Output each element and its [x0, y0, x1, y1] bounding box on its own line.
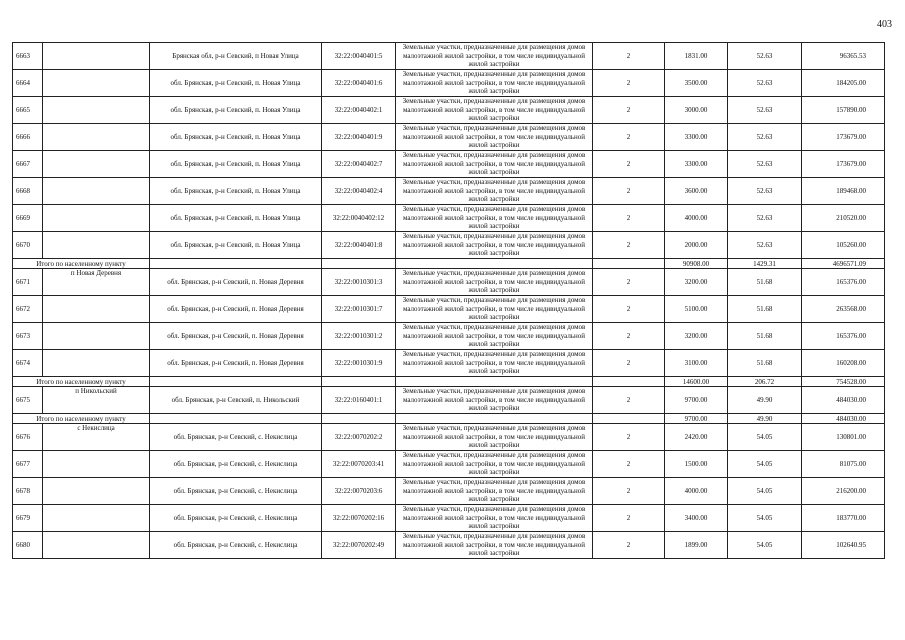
table-row: [13, 323, 885, 350]
area-cell: 3400.00: [665, 505, 728, 532]
group-code: 2: [593, 151, 665, 178]
land-use-cell: Земельные участки, предназначенные для размещения домов малоэтажной жилой застройки, в том числе индивидуальной жилой застройки: [396, 505, 593, 532]
locality-name: с Некислица: [43, 424, 150, 451]
empty-cell: [593, 259, 665, 269]
locality-name: [43, 451, 150, 478]
address-cell: обл. Брянская, р-н Севский, с. Некислица: [150, 532, 322, 559]
group-code: 2: [593, 350, 665, 377]
table-row: [13, 97, 885, 124]
table-row: [13, 424, 885, 451]
table-row: [13, 178, 885, 205]
cadastral-number: 32:22:0040402:1: [322, 97, 396, 124]
rate-cell: 51.68: [728, 269, 802, 296]
locality-name: [43, 151, 150, 178]
area-cell: 1500.00: [665, 451, 728, 478]
rate-cell: 54.05: [728, 478, 802, 505]
cadastral-number: 32:22:0070202:16: [322, 505, 396, 532]
cadastral-value: 173679.00: [802, 151, 885, 178]
subtotal-value: 754528.00: [802, 377, 885, 387]
rate-cell: 52.63: [728, 97, 802, 124]
row-number: 6668: [13, 178, 43, 205]
rate-cell: 49.90: [728, 387, 802, 414]
area-cell: 2000.00: [665, 232, 728, 259]
address-cell: обл. Брянская, р-н Севский, п. Новая Деревня: [150, 323, 322, 350]
address-cell: обл. Брянская, р-н Севский, с. Некислица: [150, 478, 322, 505]
cadastral-value: 484030.00: [802, 387, 885, 414]
locality-name: [43, 205, 150, 232]
row-number: 6673: [13, 323, 43, 350]
row-number: 6665: [13, 97, 43, 124]
cadastral-value: 165376.00: [802, 323, 885, 350]
area-cell: 9700.00: [665, 387, 728, 414]
locality-name: [43, 478, 150, 505]
cadastral-value: 263568.00: [802, 296, 885, 323]
land-use-cell: Земельные участки, предназначенные для размещения домов малоэтажной жилой застройки, в том числе индивидуальной жилой застройки: [396, 296, 593, 323]
cadastral-number: 32:22:0040401:9: [322, 124, 396, 151]
locality-name: [43, 532, 150, 559]
rate-cell: 51.68: [728, 296, 802, 323]
rate-cell: 52.63: [728, 178, 802, 205]
cadastral-number: 32:22:0040401:6: [322, 70, 396, 97]
empty-cell: [593, 414, 665, 424]
subtotal-area: 90908.00: [665, 259, 728, 269]
group-code: 2: [593, 296, 665, 323]
area-cell: 3200.00: [665, 323, 728, 350]
cadastral-number: 32:22:0040401:8: [322, 232, 396, 259]
rate-cell: 54.05: [728, 505, 802, 532]
cadastral-number: 32:22:0010301:9: [322, 350, 396, 377]
subtotal-label: Итого по населенному пункту: [13, 259, 150, 269]
cadastral-value: 130801.00: [802, 424, 885, 451]
cadastral-value: 173679.00: [802, 124, 885, 151]
cadastral-value: 165376.00: [802, 269, 885, 296]
row-number: 6680: [13, 532, 43, 559]
area-cell: 3000.00: [665, 97, 728, 124]
locality-name: [43, 323, 150, 350]
empty-cell: [150, 377, 322, 387]
table-row: [13, 451, 885, 478]
subtotal-rate: 49.90: [728, 414, 802, 424]
land-use-cell: Земельные участки, предназначенные для размещения домов малоэтажной жилой застройки, в том числе индивидуальной жилой застройки: [396, 97, 593, 124]
locality-name: [43, 178, 150, 205]
group-code: 2: [593, 124, 665, 151]
empty-cell: [322, 377, 396, 387]
table-row: [13, 151, 885, 178]
cadastral-number: 32:22:0040402:12: [322, 205, 396, 232]
subtotal-row: [13, 259, 885, 269]
area-cell: 3200.00: [665, 269, 728, 296]
cadastral-number: 32:22:0070202:49: [322, 532, 396, 559]
row-number: 6676: [13, 424, 43, 451]
cadastral-number: 32:22:0040401:5: [322, 43, 396, 70]
row-number: 6663: [13, 43, 43, 70]
address-cell: обл. Брянская, р-н Севский, п. Новая Улица: [150, 232, 322, 259]
group-code: 2: [593, 478, 665, 505]
address-cell: обл. Брянская, р-н Севский, п. Новая Деревня: [150, 269, 322, 296]
address-cell: обл. Брянская, р-н Севский, п. Новая Улица: [150, 97, 322, 124]
cadastral-value: 210520.00: [802, 205, 885, 232]
rate-cell: 52.63: [728, 124, 802, 151]
page-number: 403: [877, 19, 892, 30]
locality-name: [43, 70, 150, 97]
empty-cell: [150, 259, 322, 269]
area-cell: 3100.00: [665, 350, 728, 377]
empty-cell: [396, 259, 593, 269]
rate-cell: 52.63: [728, 205, 802, 232]
cadastral-value: 105260.00: [802, 232, 885, 259]
table-row: [13, 387, 885, 414]
subtotal-label: Итого по населенному пункту: [13, 414, 150, 424]
cadastral-value: 183770.00: [802, 505, 885, 532]
address-cell: обл. Брянская, р-н Севский, п. Новая Улица: [150, 70, 322, 97]
subtotal-area: 14600.00: [665, 377, 728, 387]
land-use-cell: Земельные участки, предназначенные для размещения домов малоэтажной жилой застройки, в том числе индивидуальной жилой застройки: [396, 269, 593, 296]
group-code: 2: [593, 424, 665, 451]
cadastral-number: 32:22:0010301:7: [322, 296, 396, 323]
address-cell: обл. Брянская, р-н Севский, п. Новая Улица: [150, 124, 322, 151]
group-code: 2: [593, 205, 665, 232]
address-cell: обл. Брянская, р-н Севский, с. Некислица: [150, 451, 322, 478]
table-row: [13, 296, 885, 323]
land-use-cell: Земельные участки, предназначенные для размещения домов малоэтажной жилой застройки, в том числе индивидуальной жилой застройки: [396, 151, 593, 178]
group-code: 2: [593, 232, 665, 259]
address-cell: обл. Брянская, р-н Севский, п. Никольский: [150, 387, 322, 414]
subtotal-value: 484030.00: [802, 414, 885, 424]
group-code: 2: [593, 43, 665, 70]
row-number: 6672: [13, 296, 43, 323]
cadastral-number: 32:22:0040402:4: [322, 178, 396, 205]
land-use-cell: Земельные участки, предназначенные для размещения домов малоэтажной жилой застройки, в том числе индивидуальной жилой застройки: [396, 387, 593, 414]
land-use-cell: Земельные участки, предназначенные для размещения домов малоэтажной жилой застройки, в том числе индивидуальной жилой застройки: [396, 43, 593, 70]
land-use-cell: Земельные участки, предназначенные для размещения домов малоэтажной жилой застройки, в том числе индивидуальной жилой застройки: [396, 478, 593, 505]
table-row: [13, 43, 885, 70]
land-use-cell: Земельные участки, предназначенные для размещения домов малоэтажной жилой застройки, в том числе индивидуальной жилой застройки: [396, 178, 593, 205]
table-row: [13, 269, 885, 296]
cadastral-value: 96365.53: [802, 43, 885, 70]
table-row: [13, 205, 885, 232]
locality-name: [43, 97, 150, 124]
cadastral-number: 32:22:0040402:7: [322, 151, 396, 178]
group-code: 2: [593, 451, 665, 478]
land-use-cell: Земельные участки, предназначенные для размещения домов малоэтажной жилой застройки, в том числе индивидуальной жилой застройки: [396, 124, 593, 151]
locality-name: [43, 296, 150, 323]
cadastral-value: 157890.00: [802, 97, 885, 124]
locality-name: [43, 350, 150, 377]
address-cell: обл. Брянская, р-н Севский, п. Новая Улица: [150, 151, 322, 178]
land-use-cell: Земельные участки, предназначенные для размещения домов малоэтажной жилой застройки, в том числе индивидуальной жилой застройки: [396, 323, 593, 350]
table-row: [13, 532, 885, 559]
empty-cell: [322, 259, 396, 269]
address-cell: обл. Брянская, р-н Севский, п. Новая Деревня: [150, 296, 322, 323]
table-row: [13, 124, 885, 151]
land-use-cell: Земельные участки, предназначенные для размещения домов малоэтажной жилой застройки, в том числе индивидуальной жилой застройки: [396, 424, 593, 451]
rate-cell: 54.05: [728, 451, 802, 478]
row-number: 6678: [13, 478, 43, 505]
subtotal-rate: 1429.31: [728, 259, 802, 269]
row-number: 6669: [13, 205, 43, 232]
empty-cell: [396, 414, 593, 424]
area-cell: 3600.00: [665, 178, 728, 205]
group-code: 2: [593, 178, 665, 205]
group-code: 2: [593, 387, 665, 414]
locality-name: п Новая Деревня: [43, 269, 150, 296]
area-cell: 3500.00: [665, 70, 728, 97]
cadastral-value: 189468.00: [802, 178, 885, 205]
group-code: 2: [593, 269, 665, 296]
table-row: [13, 232, 885, 259]
table-row: [13, 70, 885, 97]
address-cell: обл. Брянская, р-н Севский, с. Некислица: [150, 424, 322, 451]
empty-cell: [593, 377, 665, 387]
area-cell: 4000.00: [665, 478, 728, 505]
rate-cell: 54.05: [728, 424, 802, 451]
rate-cell: 54.05: [728, 532, 802, 559]
land-use-cell: Земельные участки, предназначенные для размещения домов малоэтажной жилой застройки, в том числе индивидуальной жилой застройки: [396, 451, 593, 478]
cadastral-number: 32:22:0070202:2: [322, 424, 396, 451]
row-number: 6679: [13, 505, 43, 532]
area-cell: 3300.00: [665, 151, 728, 178]
cadastral-number: 32:22:0070203:41: [322, 451, 396, 478]
subtotal-area: 9700.00: [665, 414, 728, 424]
land-use-cell: Земельные участки, предназначенные для размещения домов малоэтажной жилой застройки, в том числе индивидуальной жилой застройки: [396, 532, 593, 559]
cadastral-number: 32:22:0070203:6: [322, 478, 396, 505]
group-code: 2: [593, 532, 665, 559]
empty-cell: [150, 414, 322, 424]
area-cell: 3300.00: [665, 124, 728, 151]
rate-cell: 52.63: [728, 232, 802, 259]
empty-cell: [396, 377, 593, 387]
locality-name: [43, 232, 150, 259]
cadastral-value: 184205.00: [802, 70, 885, 97]
address-cell: обл. Брянская, р-н Севский, с. Некислица: [150, 505, 322, 532]
subtotal-row: [13, 414, 885, 424]
locality-name: [43, 124, 150, 151]
address-cell: обл. Брянская, р-н Севский, п. Новая Деревня: [150, 350, 322, 377]
area-cell: 2420.00: [665, 424, 728, 451]
row-number: 6667: [13, 151, 43, 178]
address-cell: обл. Брянская, р-н Севский, п. Новая Улица: [150, 178, 322, 205]
address-cell: Брянская обл, р-н Севский, п Новая Улица: [150, 43, 322, 70]
land-cadastral-table: [12, 42, 885, 559]
table-body: [13, 43, 885, 559]
table-row: [13, 350, 885, 377]
row-number: 6675: [13, 387, 43, 414]
cadastral-number: 32:22:0010301:2: [322, 323, 396, 350]
address-cell: обл. Брянская, р-н Севский, п. Новая Улица: [150, 205, 322, 232]
rate-cell: 52.63: [728, 151, 802, 178]
locality-name: [43, 43, 150, 70]
locality-name: [43, 505, 150, 532]
row-number: 6664: [13, 70, 43, 97]
cadastral-value: 160208.00: [802, 350, 885, 377]
rate-cell: 51.68: [728, 350, 802, 377]
subtotal-rate: 206.72: [728, 377, 802, 387]
land-use-cell: Земельные участки, предназначенные для размещения домов малоэтажной жилой застройки, в том числе индивидуальной жилой застройки: [396, 232, 593, 259]
cadastral-value: 81075.00: [802, 451, 885, 478]
subtotal-label: Итого по населенному пункту: [13, 377, 150, 387]
subtotal-value: 4696571.09: [802, 259, 885, 269]
area-cell: 5100.00: [665, 296, 728, 323]
group-code: 2: [593, 323, 665, 350]
land-use-cell: Земельные участки, предназначенные для размещения домов малоэтажной жилой застройки, в том числе индивидуальной жилой застройки: [396, 350, 593, 377]
locality-name: п Никольский: [43, 387, 150, 414]
land-use-cell: Земельные участки, предназначенные для размещения домов малоэтажной жилой застройки, в том числе индивидуальной жилой застройки: [396, 205, 593, 232]
table-row: [13, 478, 885, 505]
table-row: [13, 505, 885, 532]
area-cell: 1899.00: [665, 532, 728, 559]
subtotal-row: [13, 377, 885, 387]
group-code: 2: [593, 97, 665, 124]
cadastral-value: 216200.00: [802, 478, 885, 505]
empty-cell: [322, 414, 396, 424]
area-cell: 4000.00: [665, 205, 728, 232]
row-number: 6671: [13, 269, 43, 296]
rate-cell: 51.68: [728, 323, 802, 350]
group-code: 2: [593, 70, 665, 97]
row-number: 6670: [13, 232, 43, 259]
group-code: 2: [593, 505, 665, 532]
cadastral-number: 32:22:0010301:3: [322, 269, 396, 296]
cadastral-number: 32:22:0160401:1: [322, 387, 396, 414]
area-cell: 1831.00: [665, 43, 728, 70]
row-number: 6677: [13, 451, 43, 478]
rate-cell: 52.63: [728, 70, 802, 97]
cadastral-value: 102640.95: [802, 532, 885, 559]
land-use-cell: Земельные участки, предназначенные для размещения домов малоэтажной жилой застройки, в том числе индивидуальной жилой застройки: [396, 70, 593, 97]
row-number: 6674: [13, 350, 43, 377]
rate-cell: 52.63: [728, 43, 802, 70]
row-number: 6666: [13, 124, 43, 151]
